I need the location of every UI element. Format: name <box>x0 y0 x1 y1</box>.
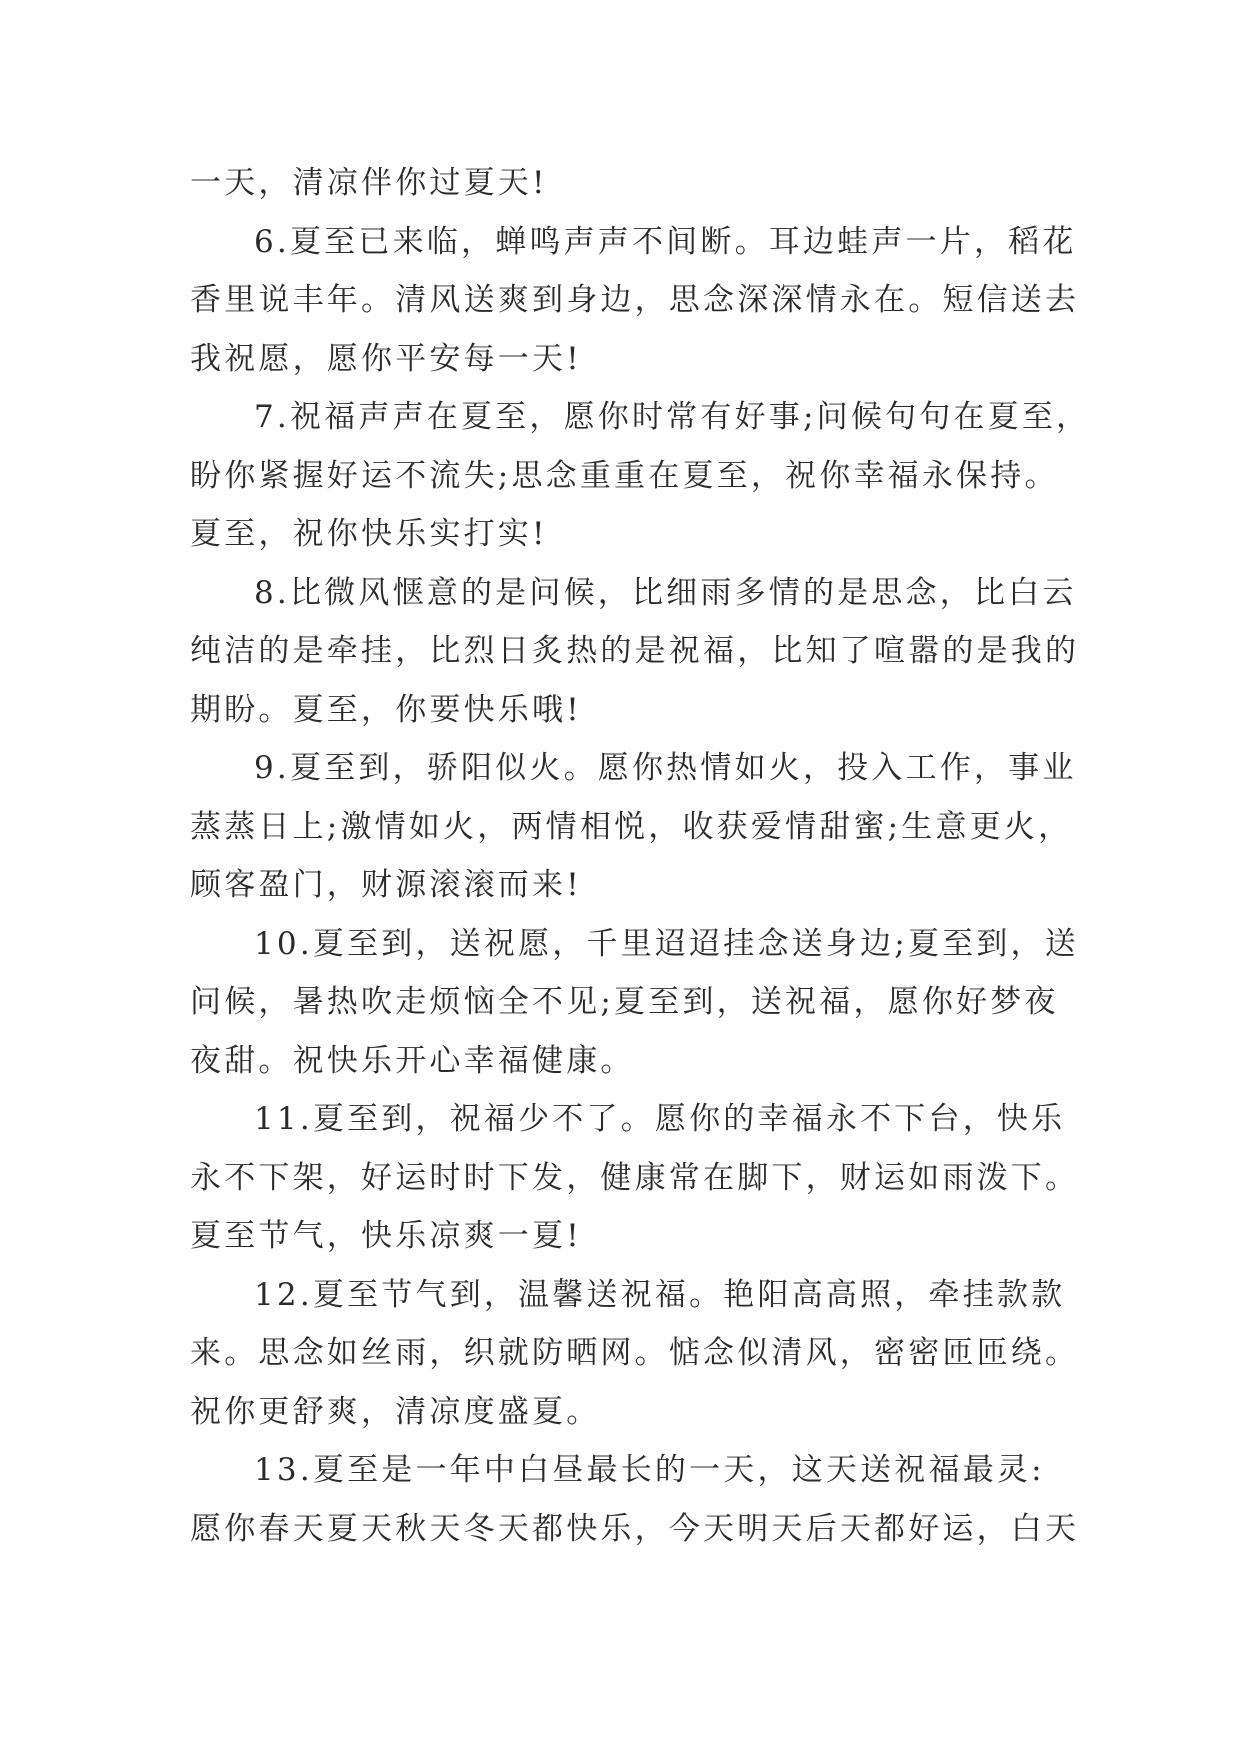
text-line: 6.夏至已来临，蝉鸣声声不间断。耳边蛙声一片，稻花 <box>254 223 1077 260</box>
text-line: 期盼。夏至，你要快乐哦! <box>190 691 582 728</box>
text-line: 蒸蒸日上;激情如火，两情相悦，收获爱情甜蜜;生意更火， <box>190 808 1073 845</box>
body-text <box>190 154 1091 1558</box>
text-line: 12.夏至节气到，温馨送祝福。艳阳高高照，牵挂款款 <box>254 1276 1066 1313</box>
text-line: 夜甜。祝快乐开心幸福健康。 <box>190 1042 635 1079</box>
text-line: 永不下架，好运时时下发，健康常在脚下，财运如雨泼下。 <box>190 1159 1080 1196</box>
text-line: 祝你更舒爽，清凉度盛夏。 <box>190 1393 601 1430</box>
text-line: 13.夏至是一年中白昼最长的一天，这天送祝福最灵: <box>254 1452 1045 1488</box>
text-line: 10.夏至到，送祝愿，千里迢迢挂念送身边;夏至到，送 <box>254 925 1079 962</box>
text-line: 来。思念如丝雨，织就防晒网。惦念似清风，密密匝匝绕。 <box>190 1335 1080 1371</box>
text-line: 盼你紧握好运不流失;思念重重在夏至，祝你幸福永保持。 <box>190 457 1059 494</box>
text-line: 9.夏至到，骄阳似火。愿你热情如火，投入工作，事业 <box>254 750 1077 786</box>
text-line: 香里说丰年。清风送爽到身边，思念深深情永在。短信送去 <box>190 282 1080 318</box>
text-line: 夏至，祝你快乐实打实! <box>190 516 548 552</box>
text-line: 11.夏至到，祝福少不了。愿你的幸福永不下台，快乐 <box>254 1101 1066 1137</box>
text-line: 一天，清凉伴你过夏天! <box>190 165 548 201</box>
text-line: 纯洁的是牵挂，比烈日炙热的是祝福，比知了喧嚣的是我的 <box>190 633 1080 669</box>
text-line: 我祝愿，愿你平安每一天! <box>190 340 582 377</box>
text-line: 问候，暑热吹走烦恼全不见;夏至到，送祝福，愿你好梦夜 <box>190 984 1059 1020</box>
text-line: 7.祝福声声在夏至，愿你时常有好事;问候句句在夏至， <box>254 399 1091 435</box>
text-line: 顾客盈门，财源滚滚而来! <box>190 867 582 903</box>
text-line: 8.比微风惬意的是问候，比细雨多情的是思念，比白云 <box>254 574 1077 611</box>
text-line: 愿你春天夏天秋天冬天都快乐，今天明天后天都好运，白天 <box>190 1510 1080 1547</box>
text-line: 夏至节气，快乐凉爽一夏! <box>190 1218 582 1254</box>
